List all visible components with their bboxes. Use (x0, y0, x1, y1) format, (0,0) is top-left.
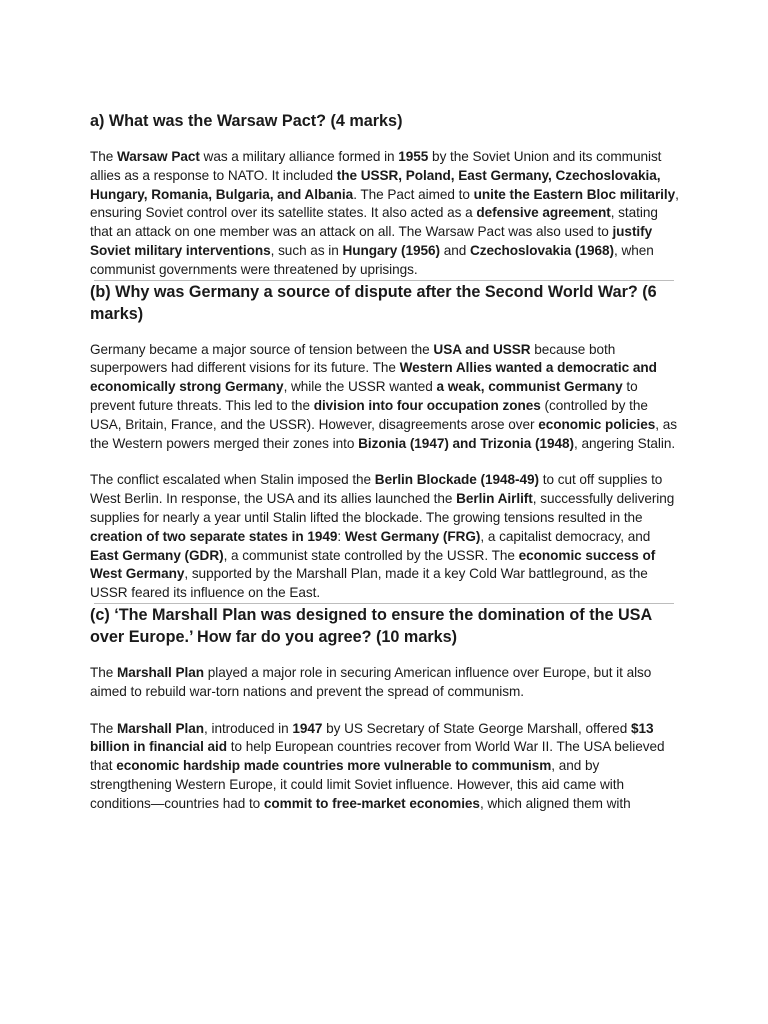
text-run: , when communist governments were threatened by uprisings. (90, 242, 654, 277)
bold-text: Czechoslovakia (1968) (470, 242, 615, 258)
bold-text: justify Soviet military interventions (90, 224, 653, 258)
bold-text: 1955 (398, 149, 429, 164)
text-run: by US Secretary of State George Marshall, offered (322, 720, 631, 736)
answer-paragraph (90, 720, 680, 814)
text-run: (controlled by the USA, Britain, France, and the USSR). However, disagreements arose over (90, 397, 648, 432)
document-page (90, 110, 680, 814)
bold-text: creation of two separate states in 1949 (90, 528, 338, 544)
bold-text: Berlin Blockade (1948-49) (374, 472, 540, 488)
text-run: The (90, 720, 118, 736)
bold-text: division into four occupation zones (313, 397, 541, 413)
text-run: , a capitalist democracy, and (480, 528, 651, 544)
text-run: because both superpowers had different visions for its future. The (90, 341, 616, 376)
text-run: by the Soviet Union and its communist allies as a response to NATO. It included (90, 149, 662, 183)
text-run: . The Pact aimed to (353, 186, 474, 202)
bold-text: USA and USSR (433, 341, 531, 357)
text-run: , as the Western powers merged their zones into (90, 416, 677, 451)
text-run: , which aligned them with (479, 795, 631, 811)
section-a (90, 110, 680, 280)
bold-text: economic policies (538, 416, 656, 432)
section-c (90, 604, 680, 814)
bold-text: Bizonia (1947) and Trizonia (1948) (358, 435, 574, 451)
question-c-heading: (c) ‘The Marshall Plan was designed to ensure the domination of the USA over Europe.’ How far do you agree? (10 marks) (90, 605, 652, 646)
text-run: , supported by the Marshall Plan, made it a key Cold War battleground, as the USSR feared its influence on the East. (90, 566, 648, 601)
answer-paragraph (90, 341, 680, 454)
bold-text: economic success of West Germany (90, 547, 656, 582)
bold-text: economic hardship made countries more vulnerable to communism (116, 758, 552, 774)
text-run: The (90, 664, 118, 680)
text-run: , ensuring Soviet control over its satellite states. It also acted as a (90, 186, 679, 221)
answer-paragraph (90, 471, 680, 603)
bold-text: the USSR, Poland, East Germany, Czechoslovakia, Hungary, Romania, Bulgaria, and Albania (90, 167, 661, 202)
text-run: , while the USSR wanted (283, 379, 437, 395)
section-b (90, 281, 680, 603)
text-run: , angering Stalin. (573, 435, 676, 451)
text-run: to cut off supplies to West Berlin. In response, the USA and its allies launched the (90, 472, 663, 507)
bold-text: commit to free-market economies (263, 795, 480, 811)
paragraph-gap (90, 702, 680, 720)
paragraph-gap (90, 453, 680, 471)
text-run: to help European countries recover from World War II. The USA believed that (90, 739, 665, 774)
question-a-heading: a) What was the Warsaw Pact? (4 marks) (90, 112, 403, 130)
text-run: , a communist state controlled by the USSR. The (223, 547, 519, 563)
text-run: , introduced in (204, 720, 293, 736)
question-b-heading: (b) Why was Germany a source of dispute after the Second World War? (6 marks) (90, 282, 657, 323)
text-run: , and by strengthening Western Europe, it could limit Soviet influence. However, this aid came with conditions—countries had to (90, 758, 624, 811)
bold-text: Warsaw Pact (117, 149, 200, 164)
answer-paragraph (90, 148, 680, 280)
bold-text: defensive agreement (476, 205, 611, 221)
bold-text: West Germany (FRG) (344, 528, 481, 544)
bold-text: 1947 (292, 720, 323, 736)
text-run: to prevent future threats. This led to the (90, 379, 638, 413)
answer-paragraph (90, 664, 680, 702)
bold-text: Berlin Airlift (456, 491, 533, 507)
bold-text: East Germany (GDR) (90, 547, 224, 563)
bold-text: $13 billion in financial aid (90, 720, 654, 755)
text-run: , stating that an attack on one member was an attack on all. The Warsaw Pact was also used to (90, 205, 658, 240)
text-run: Germany became a major source of tension between the (90, 341, 434, 357)
text-run: and (440, 242, 470, 258)
text-run: played a major role in securing American influence over Europe, but it also aimed to rebuild war-torn nations and prevent the spread of communism. (90, 664, 652, 699)
text-run: The conflict escalated when Stalin imposed the (90, 472, 375, 488)
bold-text: a weak, communist Germany (436, 379, 623, 395)
text-run: was a military alliance formed in (199, 149, 399, 164)
text-run: , such as in (270, 242, 343, 258)
bold-text: unite the Eastern Bloc militarily (473, 186, 676, 202)
text-run: , successfully delivering supplies for nearly a year until Stalin lifted the blockade. The growing tensions resulted in the (90, 491, 675, 525)
bold-text: Western Allies wanted a democratic and economically strong Germany (90, 360, 657, 395)
text-run: : (337, 528, 345, 544)
bold-text: Marshall Plan (117, 720, 205, 736)
text-run: The (90, 149, 118, 164)
bold-text: Hungary (1956) (342, 242, 441, 258)
bold-text: Marshall Plan (117, 664, 205, 680)
